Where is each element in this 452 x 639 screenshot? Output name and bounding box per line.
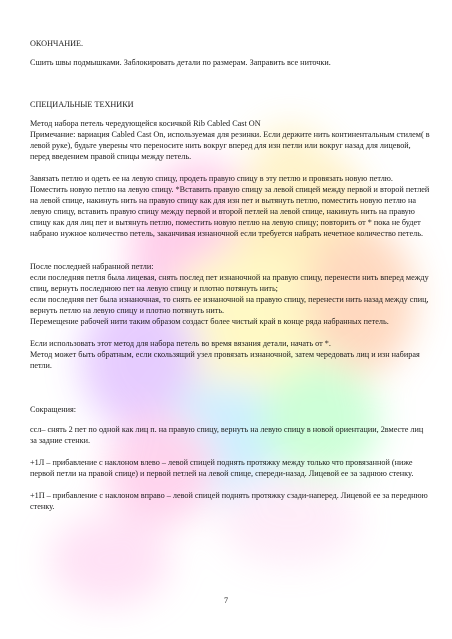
abbreviations-title: Сокращения: — [30, 405, 77, 414]
method-note: Примечание: вариация Cabled Cast On, используемая для резинки. Если держите нить континентальным стилем( в левой руке), будьте уверены что переносите нить вокруг вперед для изн петли или вокруг назад для лицевой, перед введением правой спицы между петель. — [30, 130, 430, 161]
special-techniques-title: СПЕЦИАЛЬНЫЕ ТЕХНИКИ — [30, 100, 134, 109]
if-last-knit: если последняя петля была лицевая, снять послед пет изнаночной на правую спицу, перенести нить вперед между спиц, вернуть последнюю пет на левую спицу и плотно потянуть нить; — [30, 273, 429, 293]
method-title: Метод набора петель чередующейся косичкой Rib Cabled Cast ON — [30, 119, 261, 128]
cast-on-instructions: Завязать петлю и одеть ее на левую спицу, продеть правую спицу в эту петлю и провязать новую петлю. Поместить новую петлю на левую спицу. *Вставить правую спицу за левой спицей между первой и второй петлей на левой спице, накинуть нить на правую спицу как для изн пет и вытянуть петлю, поместить новую петлю на левую спицу, вставить правую спицу между первой и второй петлей на левой спице, накинуть нить на правую спицу как для лиц пет и вытянуть петлю, поместить новую петлю на левую спицу; повторить от * пока не будет набрано нужное количество петель, заканчивая изнаночной если требуется набрать нечетное количество петель. — [30, 174, 430, 238]
page-number: 7 — [223, 596, 229, 605]
yarn-moving-note: Перемещение рабочей нити таким образом создаст более чистый край в конце ряда набранных петель. — [30, 317, 389, 326]
reverse-method-note: Метод может быть обратным, если скользящий узел провязать изнаночной, затем чередовать лиц и изн набирая петли. — [30, 350, 420, 370]
abbreviation-item: +1Л – прибавление с наклоном влево – левой спицей поднять протяжку между только что провязанной (ниже первой петли на правой спице) и первой петлей на левой спице, спереди-назад. Лицевой ее за заднюю стенку. — [30, 458, 414, 478]
abbreviation-item: ссл– снять 2 пет по одной как лиц п. на правую спицу, вернуть на левую спицу в новой ориентации, 2вместе лиц за задние стенки. — [30, 425, 424, 445]
if-last-purl: если последняя пет была изнаночная, то снять ее изнаночной на правую спицу, перенести нить назад между спиц, вернуть петлю на левую спицу и плотно потянуть нить. — [30, 295, 429, 315]
abbreviation-item: +1П – прибавление с наклоном вправо – левой спицей поднять протяжку сзади-наперед. Лицевой ее за переднюю стенку. — [30, 491, 428, 511]
use-method-note: Если использовать этот метод для набора петель во время вязания детали, начать от *. — [30, 339, 331, 348]
ending-text: Сшить швы подмышками. Заблокировать детали по размерам. Заправить все ниточки. — [30, 58, 331, 67]
after-last-stitch: После последней набранной петли: — [30, 262, 154, 271]
ending-title: ОКОНЧАНИЕ. — [30, 39, 84, 48]
